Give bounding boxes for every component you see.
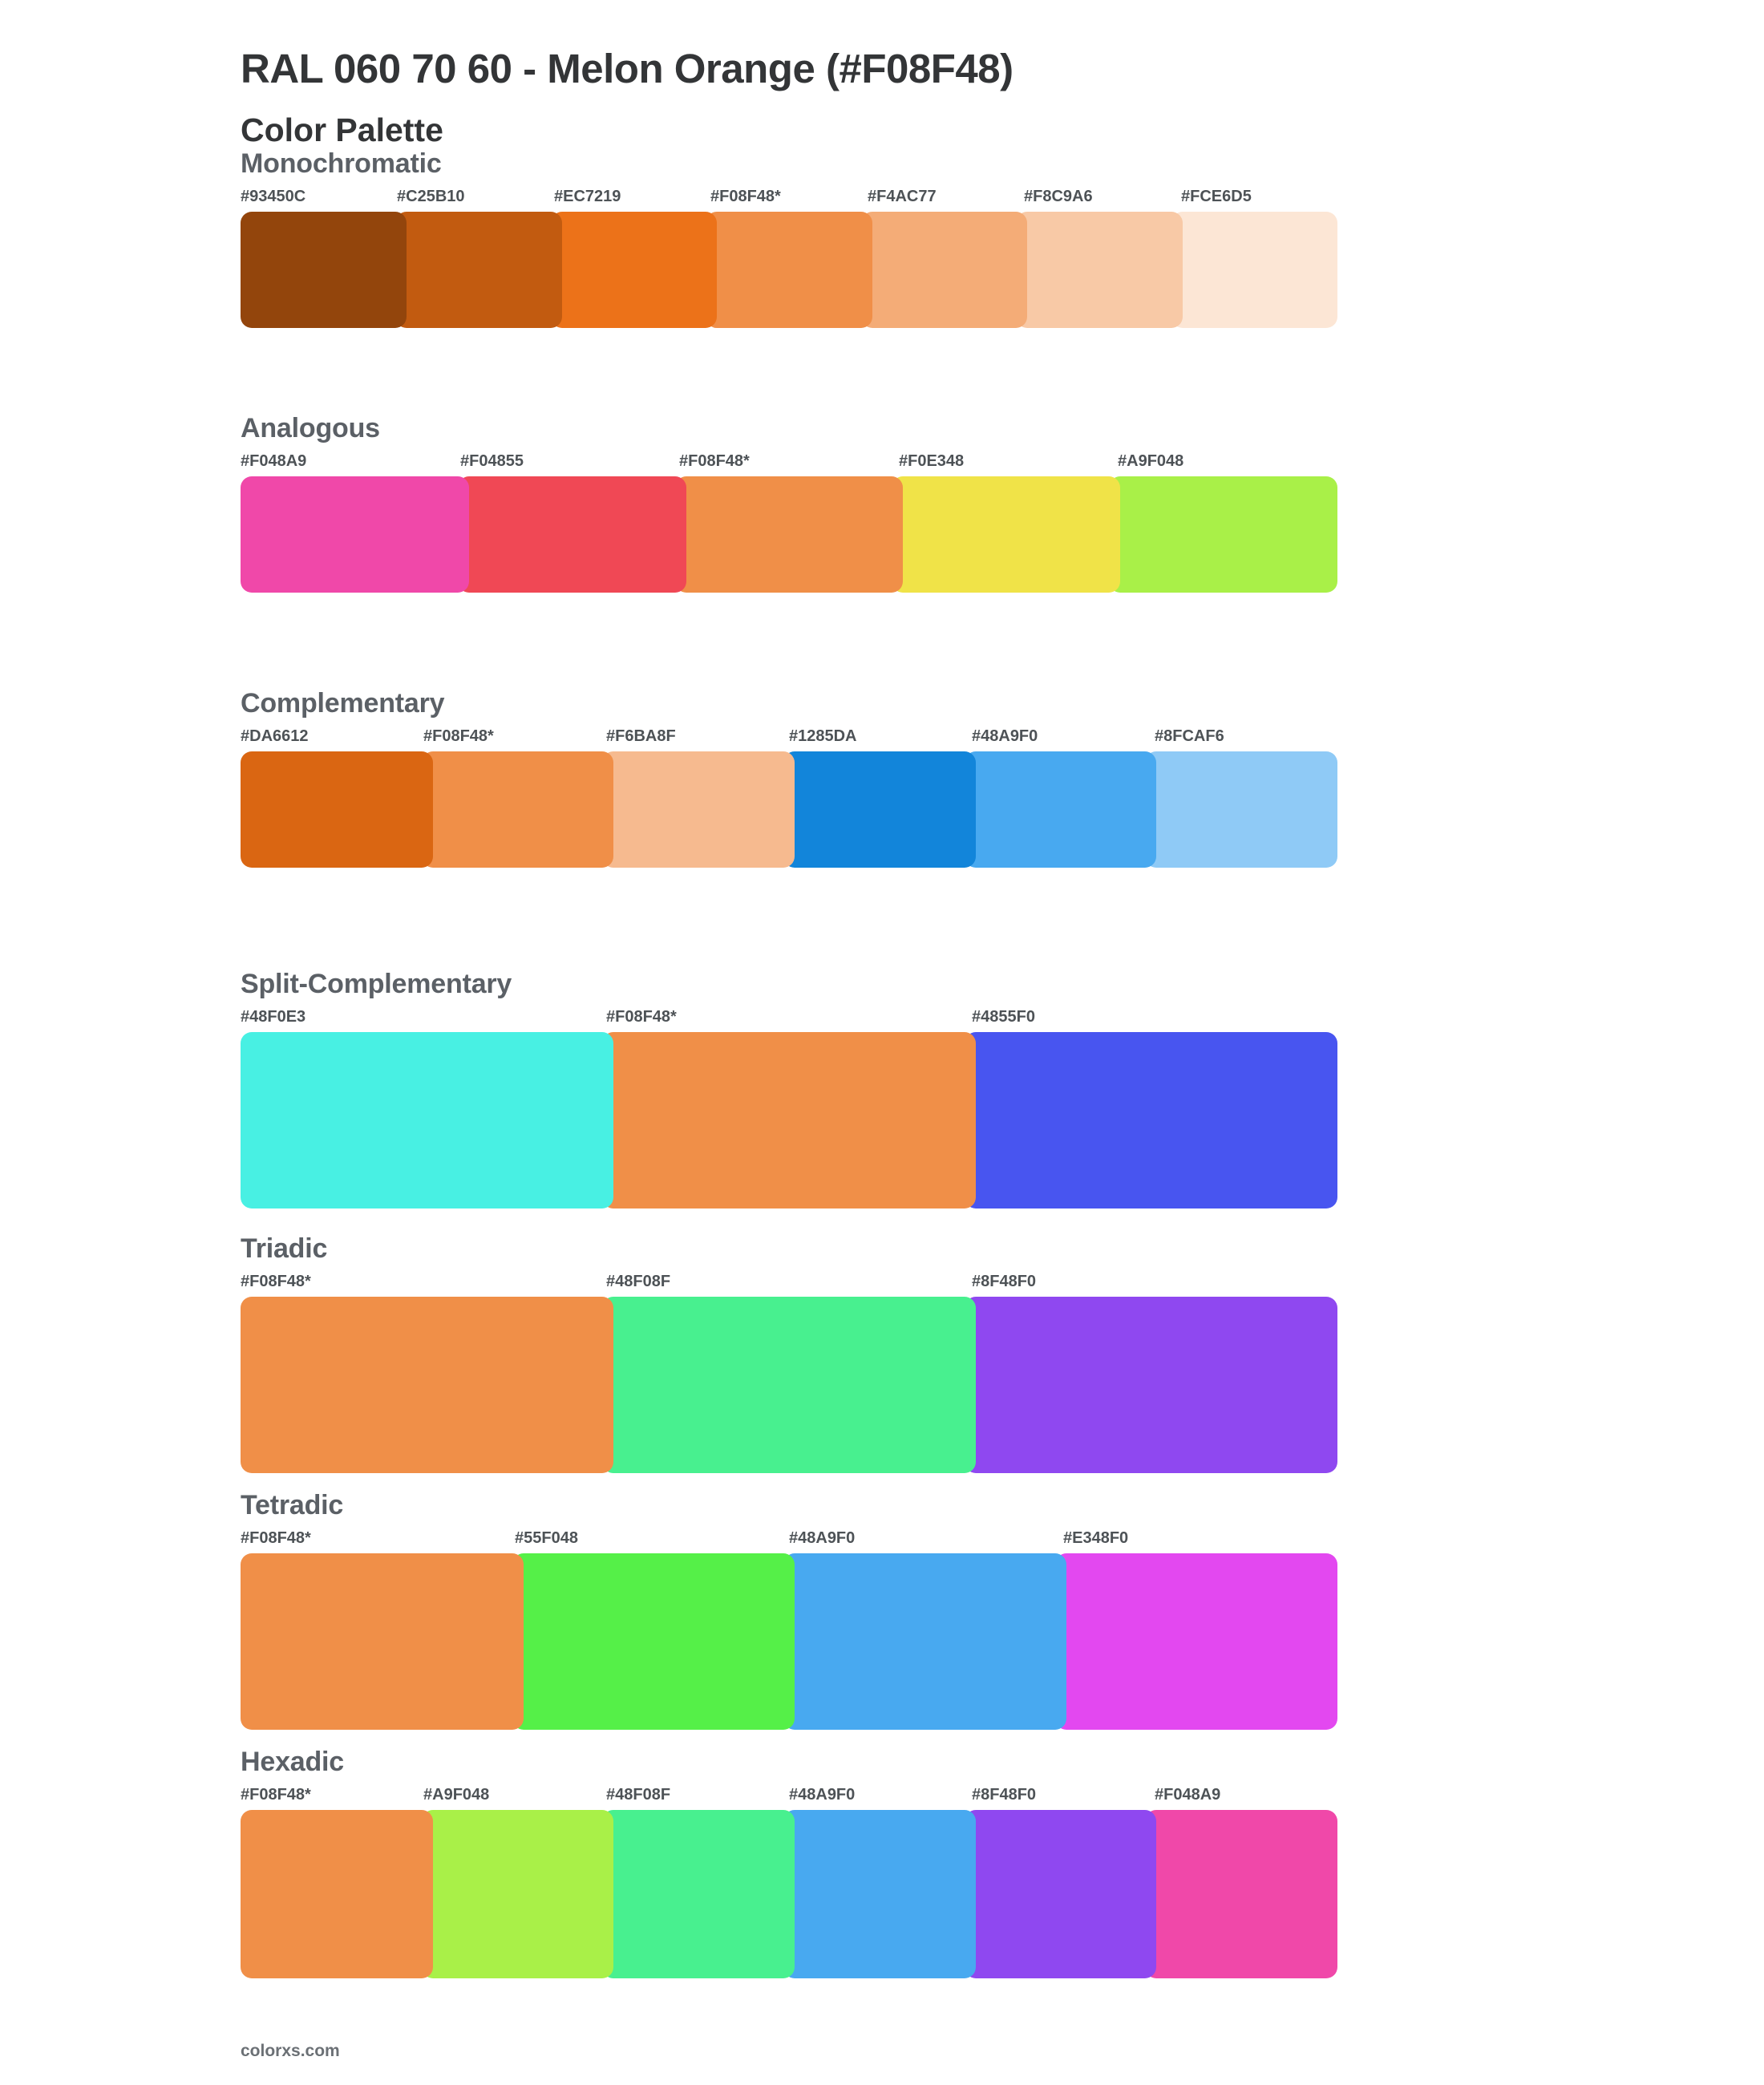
color-swatch[interactable] xyxy=(458,476,686,593)
swatch-strip xyxy=(241,1553,1337,1730)
swatch-label-row xyxy=(241,1008,1604,1032)
swatch-hex-label: #F08F48* xyxy=(606,1008,677,1026)
swatch-hex-label: #48F0E3 xyxy=(241,1008,306,1026)
color-swatch[interactable] xyxy=(1055,1553,1338,1730)
swatch-hex-label: #DA6612 xyxy=(241,727,309,745)
color-swatch[interactable] xyxy=(241,476,469,593)
color-swatch[interactable] xyxy=(602,1810,795,1978)
section-title: Triadic xyxy=(241,1233,328,1264)
page-title: RAL 060 70 60 - Melon Orange (#F08F48) xyxy=(241,46,1013,92)
swatch-hex-label: #8F48F0 xyxy=(972,1273,1037,1290)
swatch-hex-label: #F048A9 xyxy=(1155,1786,1221,1804)
color-swatch[interactable] xyxy=(965,1032,1337,1208)
swatch-label-row xyxy=(241,1529,1604,1553)
swatch-hex-label: #48A9F0 xyxy=(972,727,1038,745)
color-swatch[interactable] xyxy=(551,212,717,328)
color-swatch[interactable] xyxy=(1145,751,1337,868)
section-title: Complementary xyxy=(241,688,445,719)
swatch-hex-label: #FCE6D5 xyxy=(1181,188,1252,205)
section-title: Hexadic xyxy=(241,1747,345,1777)
swatch-strip xyxy=(241,1810,1337,1978)
swatch-strip xyxy=(241,476,1337,593)
color-swatch[interactable] xyxy=(241,1553,524,1730)
color-swatch[interactable] xyxy=(602,1032,975,1208)
palette-section-split-complementary xyxy=(241,969,1604,1208)
swatch-hex-label: #F04855 xyxy=(460,452,524,470)
swatch-label-row xyxy=(241,452,1604,476)
swatch-hex-label: #F6BA8F xyxy=(606,727,676,745)
color-swatch[interactable] xyxy=(241,1810,433,1978)
swatch-strip xyxy=(241,1032,1337,1208)
color-swatch[interactable] xyxy=(1109,476,1337,593)
swatch-hex-label: #48F08F xyxy=(606,1273,671,1290)
section-title: Monochromatic xyxy=(241,148,442,179)
color-swatch[interactable] xyxy=(965,1297,1337,1473)
swatch-hex-label: #55F048 xyxy=(515,1529,578,1547)
color-swatch[interactable] xyxy=(892,476,1120,593)
swatch-hex-label: #4855F0 xyxy=(972,1008,1035,1026)
color-swatch[interactable] xyxy=(422,1810,614,1978)
color-swatch[interactable] xyxy=(241,1297,613,1473)
color-swatch[interactable] xyxy=(512,1553,795,1730)
swatch-strip xyxy=(241,751,1337,868)
swatch-hex-label: #EC7219 xyxy=(554,188,621,205)
swatch-hex-label: #A9F048 xyxy=(423,1786,490,1804)
color-swatch[interactable] xyxy=(395,212,561,328)
color-swatch[interactable] xyxy=(602,1297,975,1473)
swatch-hex-label: #48A9F0 xyxy=(789,1786,856,1804)
swatch-hex-label: #F08F48* xyxy=(679,452,750,470)
swatch-strip xyxy=(241,212,1337,328)
swatch-hex-label: #F08F48* xyxy=(241,1786,311,1804)
swatch-hex-label: #F08F48* xyxy=(710,188,781,205)
color-swatch[interactable] xyxy=(241,751,433,868)
swatch-label-row xyxy=(241,727,1604,751)
swatch-hex-label: #F08F48* xyxy=(241,1273,311,1290)
color-swatch[interactable] xyxy=(675,476,904,593)
swatch-hex-label: #F08F48* xyxy=(241,1529,311,1547)
palette-section-monochromatic xyxy=(241,148,1604,328)
site-footer: colorxs.com xyxy=(241,2042,340,2060)
swatch-hex-label: #F08F48* xyxy=(423,727,494,745)
palette-section-analogous xyxy=(241,413,1604,593)
color-swatch[interactable] xyxy=(241,1032,613,1208)
color-swatch[interactable] xyxy=(783,1810,976,1978)
color-swatch[interactable] xyxy=(965,751,1157,868)
color-swatch[interactable] xyxy=(241,212,407,328)
swatch-hex-label: #48F08F xyxy=(606,1786,671,1804)
palette-section-hexadic xyxy=(241,1747,1604,1978)
swatch-hex-label: #E348F0 xyxy=(1063,1529,1129,1547)
swatch-hex-label: #8F48F0 xyxy=(972,1786,1037,1804)
section-title: Analogous xyxy=(241,413,380,443)
swatch-strip xyxy=(241,1297,1337,1473)
swatch-hex-label: #93450C xyxy=(241,188,306,205)
color-swatch[interactable] xyxy=(706,212,872,328)
swatch-hex-label: #F4AC77 xyxy=(868,188,937,205)
section-title: Tetradic xyxy=(241,1490,344,1520)
color-swatch[interactable] xyxy=(422,751,614,868)
color-swatch[interactable] xyxy=(965,1810,1157,1978)
palette-section-tetradic xyxy=(241,1490,1604,1730)
swatch-hex-label: #F8C9A6 xyxy=(1024,188,1093,205)
swatch-hex-label: #C25B10 xyxy=(397,188,465,205)
swatch-hex-label: #A9F048 xyxy=(1118,452,1184,470)
swatch-hex-label: #48A9F0 xyxy=(789,1529,856,1547)
swatch-hex-label: #1285DA xyxy=(789,727,857,745)
swatch-label-row xyxy=(241,1786,1604,1810)
swatch-label-row xyxy=(241,1273,1604,1297)
swatch-hex-label: #F048A9 xyxy=(241,452,307,470)
color-swatch[interactable] xyxy=(1171,212,1337,328)
color-swatch[interactable] xyxy=(602,751,795,868)
color-swatch[interactable] xyxy=(783,751,976,868)
swatch-label-row xyxy=(241,188,1604,212)
swatch-hex-label: #8FCAF6 xyxy=(1155,727,1224,745)
color-swatch[interactable] xyxy=(1016,212,1182,328)
section-title: Split-Complementary xyxy=(241,969,512,999)
palette-section-complementary xyxy=(241,688,1604,868)
page-subtitle: Color Palette xyxy=(241,111,443,149)
color-swatch[interactable] xyxy=(783,1553,1066,1730)
color-swatch[interactable] xyxy=(861,212,1027,328)
swatch-hex-label: #F0E348 xyxy=(899,452,965,470)
color-swatch[interactable] xyxy=(1145,1810,1337,1978)
palette-section-triadic xyxy=(241,1233,1604,1473)
